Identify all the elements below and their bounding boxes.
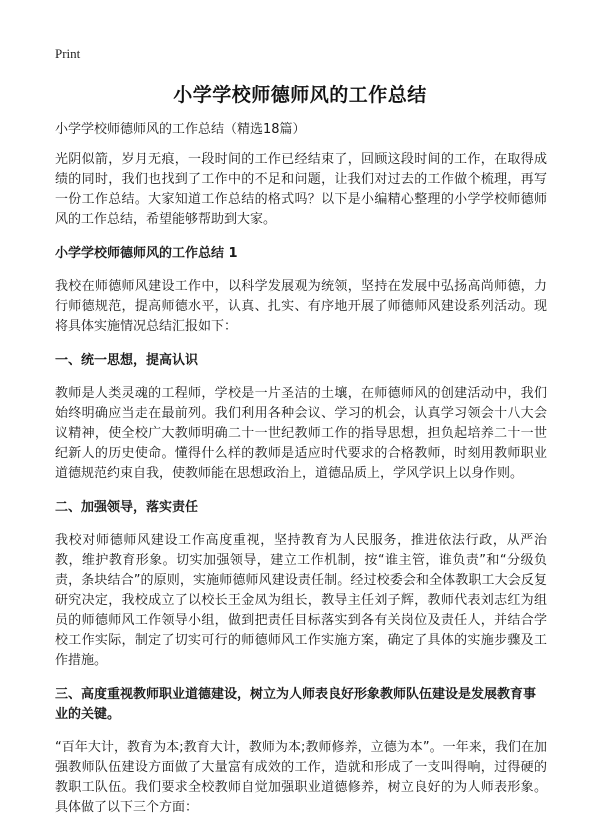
subsection-heading-3: 三、高度重视教师职业道德建设，树立为人师表良好形象教师队伍建设是发展教育事业的关键。 — [55, 687, 537, 722]
intro-paragraph: 光阴似箭，岁月无痕，一段时间的工作已经结束了，回顾这段时间的工作，在取得成绩的同时，我们也找到了工作中的不足和问题，让我们对过去的工作做个梳理，再写一份工作总结。大家知道工作总结的格式吗？以下是小编精心整理的小学学校师德师风的工作总结，希望能够帮助到大家。 — [55, 152, 547, 227]
document-subtitle: 小学学校师德师风的工作总结（精选18篇） — [55, 122, 306, 137]
print-link[interactable]: Print — [55, 46, 81, 61]
section-paragraph: 我校在师德师风建设工作中，以科学发展观为统领，坚持在发展中弘扬高尚师德，力行师德规范，提高师德水平，认真、扎实、有序地开展了师德师风建设系列活动。现将具体实施情况总结汇报如下： — [55, 279, 547, 334]
subsection-heading-2: 二、加强领导，落实责任 — [55, 500, 199, 515]
document-body — [55, 120, 547, 832]
subsection-paragraph-3: “百年大计，教育为本;教育大计，教师为本;教师修养，立德为本”。一年来，我们在加强教师队伍建设方面做了大量富有成效的工作，造就和形成了一支叫得响，过得硬的教职工队伍。我们要求全校教师自觉加强职业道德修养，树立良好的为人师表形象。具体做了以下三个方面： — [55, 740, 547, 815]
subsection-paragraph-1: 教师是人类灵魂的工程师，学校是一片圣洁的土壤，在师德师风的创建活动中，我们始终明确应当走在最前列。我们利用各种会议、学习的机会，认真学习领会十八大会议精神，使全校广大教师明确二十一世纪教师工作的指导思想，担负起培养二十一世纪新人的历史使命。懂得什么样的教师是适应时代要求的合格教师，时刻用教师职业道德规范约束自我，使教师能在思想政治上，道德品质上，学风学识上以身作则。 — [55, 386, 547, 481]
subsection-heading-1: 一、统一思想，提高认识 — [55, 353, 199, 368]
document-title: 小学学校师德师风的工作总结 — [173, 84, 427, 106]
subsection-paragraph-2: 我校对师德师风建设工作高度重视，坚持教育为人民服务，推进依法行政，从严治教，维护教育形象。切实加强领导，建立工作机制，按“谁主管，谁负责”和“分级负责，条块结合”的原则，实施师德师风建设责任制。经过校委会和全体教职工大会反复研究决定，我校成立了以校长王金凤为组长，教导主任刘子辉，教师代表刘志红为组员的师德师风工作领导小组，做到把责任目标落实到各有关岗位及责任人，并结合学校工作实际，制定了切实可行的师德师风工作实施方案，确定了具体的实施步骤及工作措施。 — [55, 533, 547, 668]
section-heading: 小学学校师德师风的工作总结 1 — [55, 246, 238, 261]
